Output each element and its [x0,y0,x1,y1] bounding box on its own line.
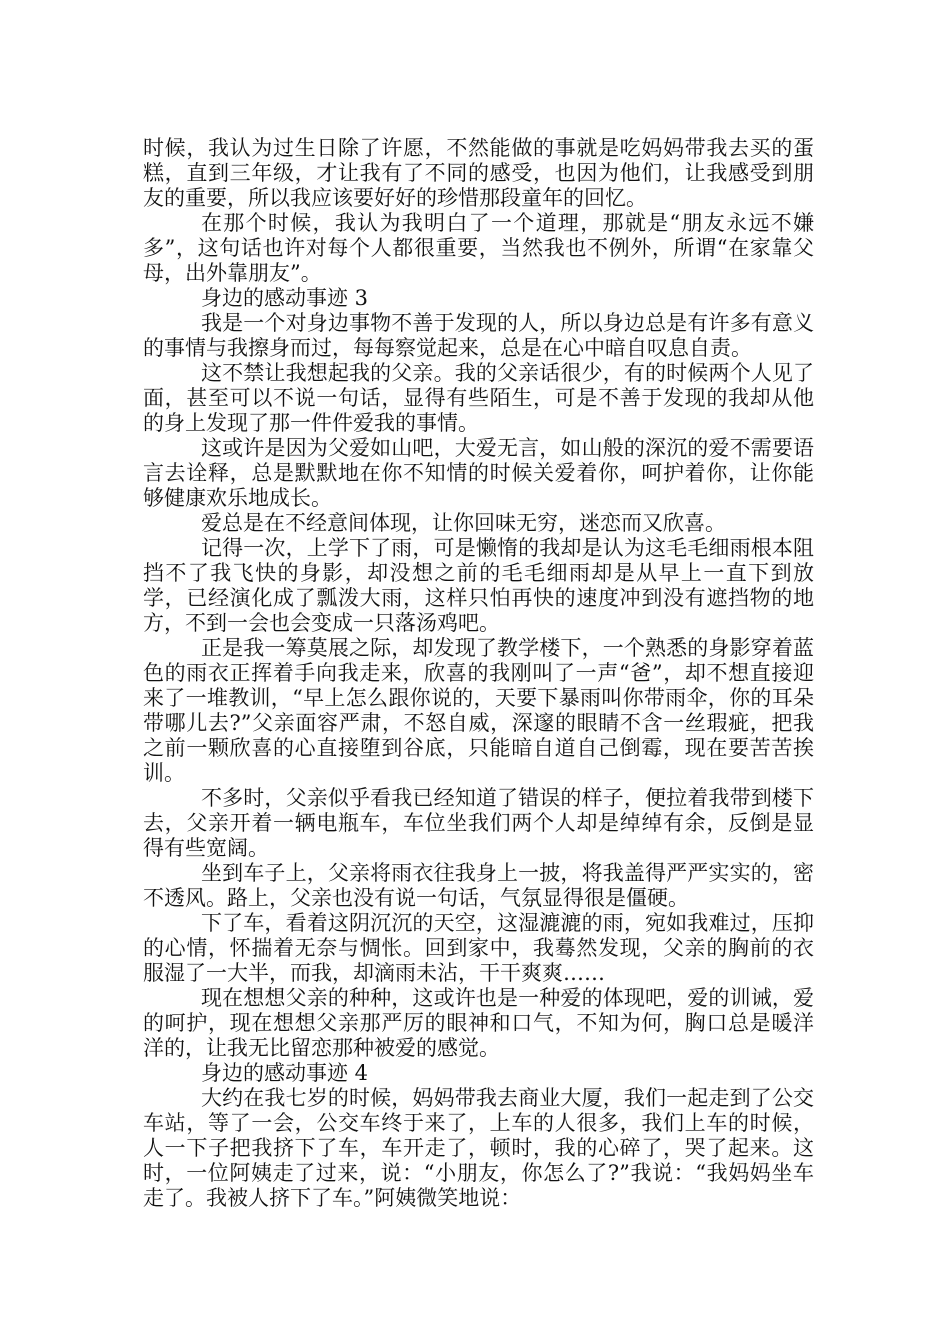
paragraph: 在那个时候，我认为我明白了一个道理，那就是“朋友永远不嫌多”，这句话也许对每个人都很重要，当然我也不例外，所谓“在家靠父母，出外靠朋友”。 [143,211,814,285]
paragraph: 我是一个对身边事物不善于发现的人，所以身边总是有许多有意义的事情与我擦身而过，每每察觉起来，总是在心中暗自叹息自责。 [143,311,814,360]
paragraph: 记得一次，上学下了雨，可是懒惰的我却是认为这毛毛细雨根本阻挡不了我飞快的身影，却没想之前的毛毛细雨却是从早上一直下到放学，已经演化成了瓢泼大雨，这样只怕再快的速度冲到没有遮挡物的地方，不到一会也会变成一只落汤鸡吧。 [143,536,814,635]
paragraph: 爱总是在不经意间体现，让你回味无穷，迷恋而又欣喜。 [201,511,726,535]
paragraph: 正是我一筹莫展之际，却发现了教学楼下，一个熟悉的身影穿着蓝色的雨衣正挥着手向我走来，欣喜的我刚叫了一声“爸”，却不想直接迎来了一堆教训，“早上怎么跟你说的，天要下暴雨叫你带雨伞，你的耳朵带哪儿去?”父亲面容严肃，不怒自威，深邃的眼睛不含一丝瑕疵，把我之前一颗欣喜的心直接堕到谷底，只能暗自道自己倒霉，现在要苦苦挨训。 [143,636,814,785]
section-heading: 身边的感动事迹 4 [201,1061,369,1085]
paragraph: 不多时，父亲似乎看我已经知道了错误的样子，便拉着我带到楼下去，父亲开着一辆电瓶车，车位坐我们两个人却是绰绰有余，反倒是显得有些宽阔。 [143,786,814,860]
paragraph: 这或许是因为父爱如山吧，大爱无言，如山般的深沉的爱不需要语言去诠释，总是默默地在你不知情的时候关爱着你，呵护着你，让你能够健康欢乐地成长。 [143,436,814,510]
section-heading: 身边的感动事迹 3 [201,286,369,310]
paragraph: 时候，我认为过生日除了许愿，不然能做的事就是吃妈妈带我去买的蛋糕，直到三年级，才让我有了不同的感受，也因为他们，让我感受到朋友的重要，所以我应该要好好的珍惜那段童年的回忆。 [143,136,814,210]
paragraph: 坐到车子上，父亲将雨衣往我身上一披，将我盖得严严实实的，密不透风。路上，父亲也没有说一句话，气氛显得很是僵硬。 [143,861,814,910]
document-body [143,136,814,1211]
paragraph: 大约在我七岁的时候，妈妈带我去商业大厦，我们一起走到了公交车站，等了一会，公交车终于来了，上车的人很多，我们上车的时候，人一下子把我挤下了车，车开走了，顿时，我的心碎了，哭了起来。这时，一位阿姨走了过来，说：“小朋友，你怎么了?”我说：“我妈妈坐车走了。我被人挤下了车。”阿姨微笑地说： [143,1086,814,1210]
paragraph: 现在想想父亲的种种，这或许也是一种爱的体现吧，爱的训诫，爱的呵护，现在想想父亲那严厉的眼神和口气，不知为何，胸口总是暖洋洋的，让我无比留恋那种被爱的感觉。 [143,986,814,1060]
paragraph: 这不禁让我想起我的父亲。我的父亲话很少，有的时候两个人见了面，甚至可以不说一句话，显得有些陌生，可是不善于发现的我却从他的身上发现了那一件件爱我的事情。 [143,361,814,435]
paragraph: 下了车，看着这阴沉沉的天空，这湿漉漉的雨，宛如我难过，压抑的心情，怀揣着无奈与惆怅。回到家中，我蓦然发现，父亲的胸前的衣服湿了一大半，而我，却滴雨未沾，干干爽爽…… [143,911,814,985]
